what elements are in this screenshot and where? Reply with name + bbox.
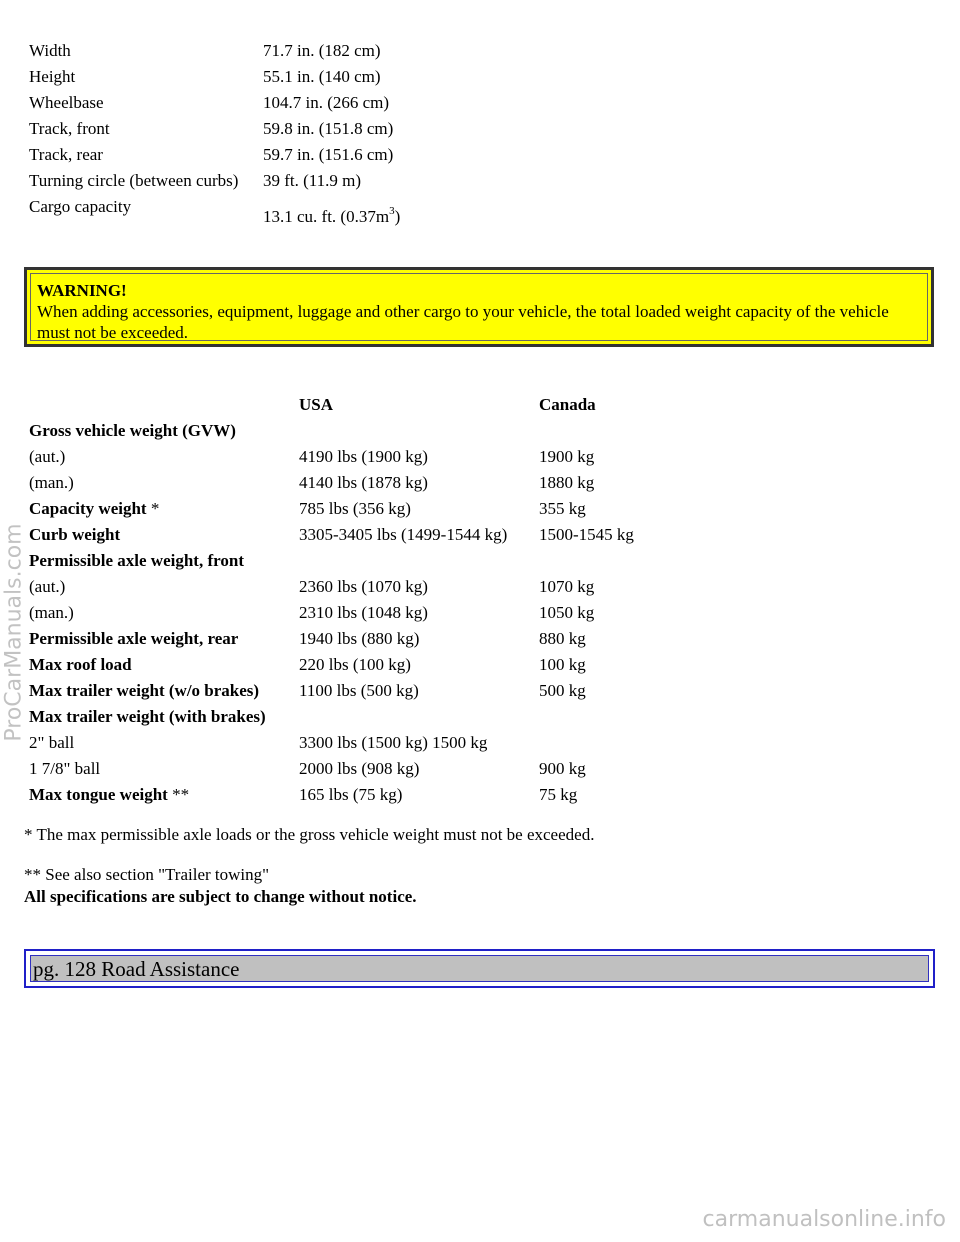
page-link-box[interactable] [24, 949, 935, 988]
cargo-value [263, 194, 400, 234]
dimension-row-cargo [29, 194, 400, 234]
weight-label: Permissible axle weight, front [29, 551, 244, 570]
weight-usa: 220 lbs (100 kg) [299, 655, 411, 674]
weight-label-cell [29, 756, 299, 782]
dimension-row [29, 90, 400, 116]
weight-label: (aut.) [29, 447, 66, 466]
side-watermark-text: ProCarManuals.com [1, 523, 27, 742]
weight-label: Gross vehicle weight (GVW) [29, 421, 236, 440]
weight-usa: 4140 lbs (1878 kg) [299, 473, 428, 492]
dimension-row [29, 142, 400, 168]
weight-label-cell [29, 574, 299, 600]
weight-canada: 1900 kg [539, 447, 595, 466]
weight-row [29, 652, 699, 678]
weight-row [29, 470, 699, 496]
dimension-value: 39 ft. (11.9 m) [263, 171, 362, 190]
weight-usa: 2000 lbs (908 kg) [299, 759, 420, 778]
warning-box [24, 267, 934, 347]
note-axle-loads: * The max permissible axle loads or the gross vehicle weight must not be exceeded. [24, 825, 595, 844]
weight-label: Max trailer weight (with brakes) [29, 707, 266, 726]
weight-row [29, 418, 699, 444]
weight-label: 2" ball [29, 733, 75, 752]
weight-canada: 880 kg [539, 629, 586, 648]
weight-label: (man.) [29, 603, 74, 622]
weight-canada: 355 kg [539, 499, 586, 518]
header-usa: USA [299, 395, 334, 414]
weight-usa: 785 lbs (356 kg) [299, 499, 411, 518]
dimension-label: Track, front [29, 119, 110, 138]
weight-row [29, 444, 699, 470]
warning-inner [30, 273, 928, 341]
dimension-value: 59.8 in. (151.8 cm) [263, 119, 394, 138]
weight-canada [539, 730, 699, 756]
dimensions-table [29, 38, 400, 234]
dimension-label: Turning circle (between curbs) [29, 171, 239, 190]
weight-usa: 165 lbs (75 kg) [299, 785, 403, 804]
warning-title: WARNING! [37, 281, 127, 300]
dimension-value: 59.7 in. (151.6 cm) [263, 145, 394, 164]
weight-row [29, 704, 699, 730]
weight-usa: 2310 lbs (1048 kg) [299, 603, 428, 622]
weight-canada [539, 548, 699, 574]
weight-label-cell [29, 600, 299, 626]
weight-canada: 900 kg [539, 759, 586, 778]
warning-text: When adding accessories, equipment, luggage and other cargo to your vehicle, the total loaded weight capacity of the vehicle must not be exceeded. [37, 302, 889, 342]
cargo-value-main: 13.1 cu. ft. (0.37m [263, 207, 390, 226]
weight-usa: 3300 lbs (1500 kg) 1500 kg [299, 733, 488, 752]
weight-label-cell [29, 626, 299, 652]
weight-label-suffix: ** [167, 785, 190, 804]
footer-watermark: carmanualsonline.info [702, 1207, 946, 1232]
weight-row [29, 730, 699, 756]
cargo-value-sup: 3 [389, 205, 395, 217]
weights-header-label [29, 392, 299, 418]
weight-row [29, 548, 699, 574]
weight-usa: 2360 lbs (1070 kg) [299, 577, 428, 596]
dimension-row [29, 38, 400, 64]
cargo-label: Cargo capacity [29, 197, 132, 216]
weight-label-cell [29, 470, 299, 496]
weight-usa: 1100 lbs (500 kg) [299, 681, 419, 700]
weight-label: (man.) [29, 473, 74, 492]
weight-row [29, 678, 699, 704]
weight-canada: 1880 kg [539, 473, 595, 492]
weight-usa [299, 704, 539, 730]
weight-usa: 4190 lbs (1900 kg) [299, 447, 428, 466]
dimension-value: 104.7 in. (266 cm) [263, 93, 390, 112]
weight-canada: 75 kg [539, 785, 578, 804]
weight-row [29, 626, 699, 652]
note-specifications: All specifications are subject to change without notice. [24, 887, 417, 906]
header-canada: Canada [539, 395, 596, 414]
weight-label: Capacity weight [29, 499, 147, 518]
weight-label-cell [29, 730, 299, 756]
weight-canada: 1500-1545 kg [539, 525, 634, 544]
dimension-label: Track, rear [29, 145, 103, 164]
weights-header-row [29, 392, 699, 418]
dimension-row [29, 116, 400, 142]
weight-label: Max tongue weight [29, 785, 168, 804]
weight-canada: 500 kg [539, 681, 586, 700]
weight-canada: 1070 kg [539, 577, 595, 596]
weight-usa: 1940 lbs (880 kg) [299, 629, 420, 648]
dimension-label: Wheelbase [29, 93, 104, 112]
cargo-value-close: ) [394, 207, 401, 226]
notes [24, 824, 594, 908]
weight-canada [539, 704, 699, 730]
side-watermark [0, 510, 28, 760]
weight-usa [299, 548, 539, 574]
weight-label-cell [29, 548, 299, 574]
weight-label-cell [29, 704, 299, 730]
dimension-label: Width [29, 41, 71, 60]
weight-canada [539, 418, 699, 444]
weight-usa: 3305-3405 lbs (1499-1544 kg) [299, 525, 508, 544]
weight-label-cell [29, 444, 299, 470]
dimension-value: 71.7 in. (182 cm) [263, 41, 381, 60]
weight-label: Curb weight [29, 525, 121, 544]
dimension-value: 55.1 in. (140 cm) [263, 67, 381, 86]
weight-row [29, 600, 699, 626]
weight-canada: 1050 kg [539, 603, 595, 622]
weight-label-cell [29, 652, 299, 678]
weights-table [29, 392, 699, 808]
weight-canada: 100 kg [539, 655, 586, 674]
weight-label: (aut.) [29, 577, 66, 596]
weight-label: Max roof load [29, 655, 132, 674]
weight-label-suffix: * [146, 499, 160, 518]
dimension-row [29, 168, 400, 194]
page-link-road-assistance[interactable]: pg. 128 Road Assistance [30, 955, 929, 982]
dimension-row [29, 64, 400, 90]
weight-row [29, 756, 699, 782]
weight-label-cell [29, 782, 299, 808]
weight-label: Permissible axle weight, rear [29, 629, 239, 648]
weight-label-cell [29, 496, 299, 522]
note-trailer-towing: ** See also section "Trailer towing" [24, 865, 270, 884]
weight-row [29, 522, 699, 548]
weight-row [29, 782, 699, 808]
weight-row [29, 574, 699, 600]
weight-label-cell [29, 522, 299, 548]
weight-usa [299, 418, 539, 444]
weight-label: 1 7/8" ball [29, 759, 101, 778]
weight-label-cell [29, 418, 299, 444]
weight-label-cell [29, 678, 299, 704]
weight-label: Max trailer weight (w/o brakes) [29, 681, 260, 700]
weight-row [29, 496, 699, 522]
dimension-label: Height [29, 67, 76, 86]
